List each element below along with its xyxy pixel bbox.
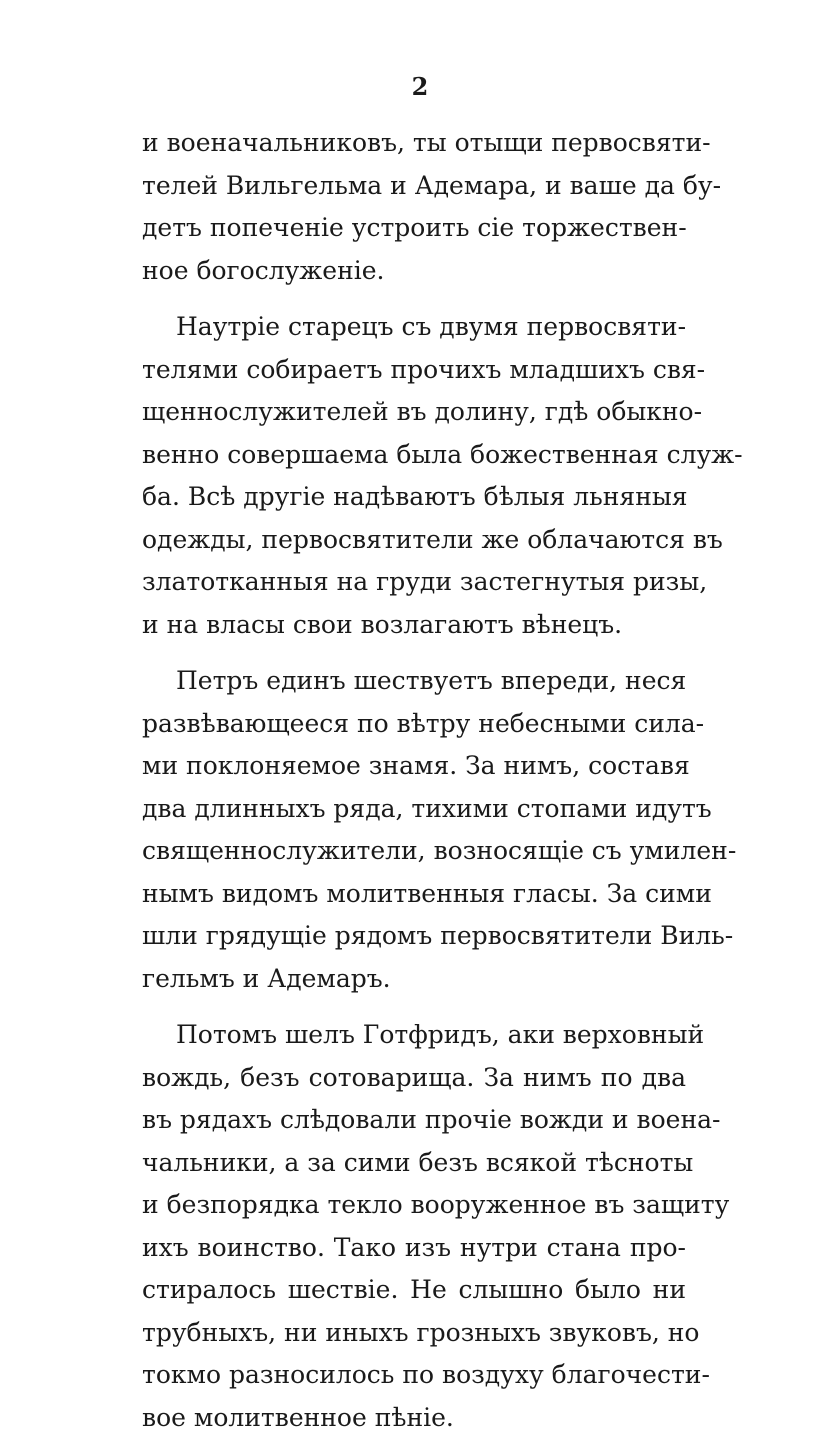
- text-line: венно совершаема была божественная служ-: [142, 434, 686, 477]
- text-line: вождь, безъ сотоварища. За нимъ по два: [142, 1057, 686, 1100]
- text-line: Наутріе старецъ съ двумя первосвяти-: [142, 306, 686, 349]
- paragraph: [142, 306, 686, 646]
- text-line: чальники, а за сими безъ всякой тѣсноты: [142, 1142, 686, 1185]
- text-line: Петръ единъ шествуетъ впереди, неся: [142, 660, 686, 703]
- text-line: нымъ видомъ молитвенныя гласы. За сими: [142, 873, 686, 916]
- text-line: въ рядахъ слѣдовали прочіе вожди и воена-: [142, 1099, 686, 1142]
- text-line: стиралось шествіе. Не слышно было ни: [142, 1269, 686, 1312]
- page-number: 2: [0, 72, 840, 102]
- text-line: и безпорядка текло вооруженное въ защиту: [142, 1184, 686, 1227]
- text-line: два длинныхъ ряда, тихими стопами идутъ: [142, 788, 686, 831]
- text-line: златотканныя на груди застегнутыя ризы,: [142, 561, 686, 604]
- text-line: вое молитвенное пѣніе.: [142, 1397, 686, 1439]
- paragraph: [142, 122, 686, 292]
- text-line: ихъ воинство. Тако изъ нутри стана про-: [142, 1227, 686, 1270]
- text-line: одежды, первосвятители же облачаются въ: [142, 519, 686, 562]
- text-line: телями собираетъ прочихъ младшихъ свя-: [142, 349, 686, 392]
- text-line: токмо разносилось по воздуху благочести-: [142, 1354, 686, 1397]
- text-line: ми поклоняемое знамя. За нимъ, составя: [142, 745, 686, 788]
- text-line: детъ попеченіе устроить сіе торжествен-: [142, 207, 686, 250]
- text-line: шли грядущіе рядомъ первосвятители Виль-: [142, 915, 686, 958]
- text-line: ное богослуженіе.: [142, 250, 686, 293]
- text-line: телей Вильгельма и Адемара, и ваше да бу-: [142, 165, 686, 208]
- text-line: и на власы свои возлагаютъ вѣнецъ.: [142, 604, 686, 647]
- text-line: гельмъ и Адемаръ.: [142, 958, 686, 1001]
- text-line: ба. Всѣ другіе надѣваютъ бѣлыя льняныя: [142, 476, 686, 519]
- page-body: [142, 122, 686, 1439]
- paragraph: [142, 1014, 686, 1439]
- text-line: священнослужители, возносящіе съ умилен-: [142, 830, 686, 873]
- text-line: и военачальниковъ, ты отыщи первосвяти-: [142, 122, 686, 165]
- text-line: развѣвающееся по вѣтру небесными сила-: [142, 703, 686, 746]
- text-line: трубныхъ, ни иныхъ грозныхъ звуковъ, но: [142, 1312, 686, 1355]
- text-line: щеннослужителей въ долину, гдѣ обыкно-: [142, 391, 686, 434]
- paragraph: [142, 660, 686, 1000]
- text-line: Потомъ шелъ Готфридъ, аки верховный: [142, 1014, 686, 1057]
